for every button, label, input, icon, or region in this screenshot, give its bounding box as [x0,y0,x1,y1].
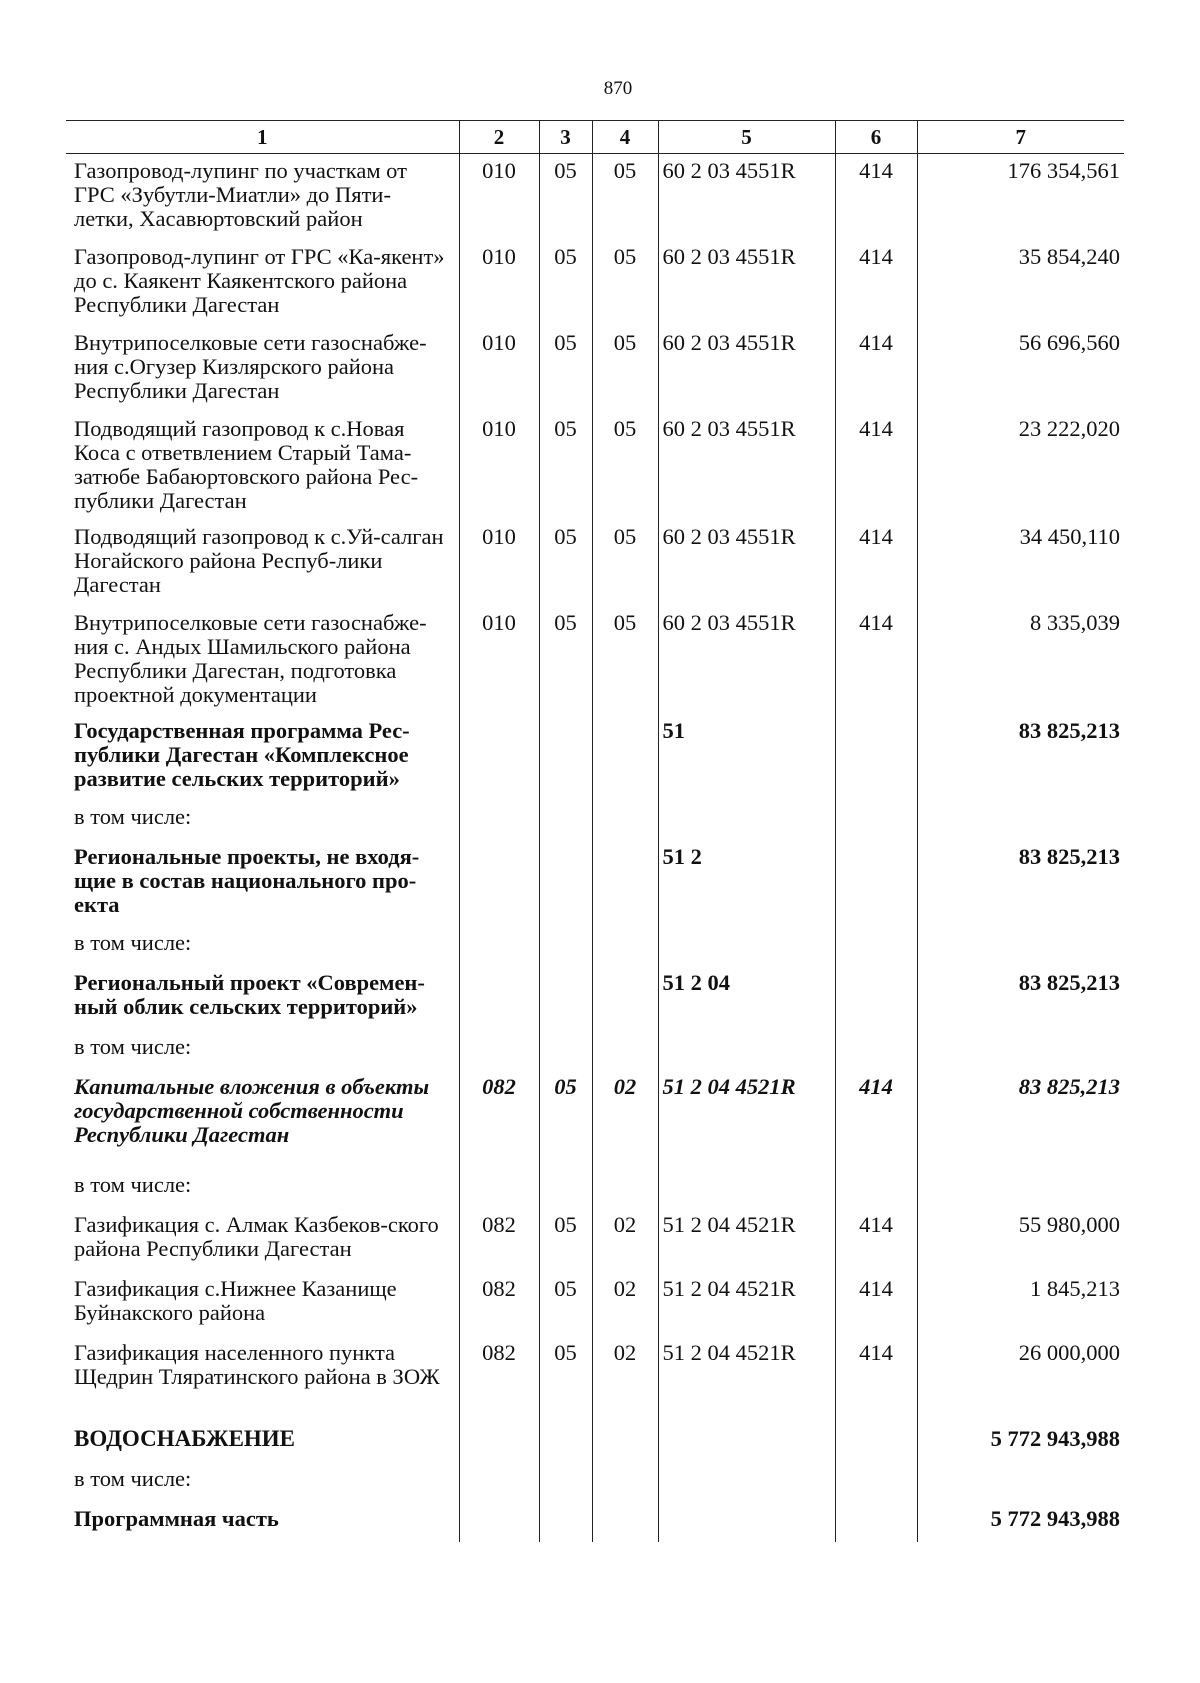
row-expense-type [835,800,917,840]
row-name: Региональные проекты, не входя-щие в состав национального про-екта [74,843,420,917]
row-name: в том числе: [74,1171,192,1197]
row-expense-type: 414 [835,1272,917,1336]
row-subsection-code [592,840,658,926]
row-subsection-code [592,926,658,966]
table-row [66,1272,1124,1336]
row-expense-type: 414 [835,1208,917,1272]
table-row [66,326,1124,412]
row-expense-type: 414 [835,520,917,606]
row-target-article: 51 2 04 4521R [658,1272,835,1336]
header-col-5: 5 [658,121,835,154]
budget-table [66,120,1124,1542]
row-name: Газификация с.Нижнее Казанище Буйнакского района [74,1275,397,1325]
row-grbs-code [459,966,539,1030]
row-subsection-code [592,800,658,840]
row-section-code: 05 [539,1208,592,1272]
row-grbs-code [459,1030,539,1070]
row-subsection-code: 02 [592,1208,658,1272]
row-target-article: 51 2 04 4521R [658,1336,835,1422]
table-body [66,154,1124,1542]
row-subsection-code: 05 [592,412,658,520]
row-name: Внутрипоселковые сети газоснабже-ния с.Огузер Кизлярского района Республики Дагестан [74,329,427,403]
row-expense-type [835,926,917,966]
row-subsection-code: 05 [592,326,658,412]
row-amount: 23 222,020 [917,412,1124,520]
row-section-code [539,840,592,926]
row-name: в том числе: [74,929,192,955]
header-col-1: 1 [66,121,459,154]
row-name: Региональный проект «Современ-ный облик сельских территорий» [74,969,425,1019]
row-grbs-code: 010 [459,606,539,714]
header-col-4: 4 [592,121,658,154]
row-grbs-code [459,1168,539,1208]
row-name: в том числе: [74,803,192,829]
header-col-3: 3 [539,121,592,154]
row-name: Капитальные вложения в объекты государственной собственности Республики Дагестан [74,1073,430,1147]
row-grbs-code: 010 [459,154,539,240]
row-subsection-code [592,1030,658,1070]
row-section-code [539,926,592,966]
row-amount: 5 772 943,988 [917,1422,1124,1462]
table-row [66,240,1124,326]
row-grbs-code: 082 [459,1208,539,1272]
row-subsection-code: 02 [592,1272,658,1336]
row-expense-type [835,840,917,926]
row-section-code: 05 [539,1272,592,1336]
row-target-article [658,800,835,840]
header-col-7: 7 [917,121,1124,154]
row-expense-type [835,714,917,800]
row-expense-type [835,1462,917,1502]
header-col-6: 6 [835,121,917,154]
row-subsection-code: 05 [592,520,658,606]
row-name: Газопровод-лупинг по участкам от ГРС «Зубутли-Миатли» до Пяти-летки, Хасавюртовский район [74,158,407,231]
row-expense-type: 414 [835,240,917,326]
row-target-article [658,1462,835,1502]
row-amount: 176 354,561 [917,154,1124,240]
row-section-code [539,1030,592,1070]
row-grbs-code [459,926,539,966]
row-section-code [539,714,592,800]
row-subsection-code: 05 [592,240,658,326]
row-section-code: 05 [539,240,592,326]
row-target-article: 51 2 04 [658,966,835,1030]
row-target-article: 60 2 03 4551R [658,412,835,520]
row-expense-type [835,966,917,1030]
row-subsection-code [592,714,658,800]
row-grbs-code: 010 [459,240,539,326]
row-name: Газопровод-лупинг от ГРС «Ка-якент» до с. Каякент Каякентского района Республики Дагестан [74,243,445,317]
row-name: Внутрипоселковые сети газоснабже-ния с. Андых Шамильского района Республики Дагестан, подготовка проектной документации [74,609,427,707]
row-target-article: 51 2 [658,840,835,926]
row-expense-type: 414 [835,606,917,714]
row-subsection-code [592,1462,658,1502]
table-row [66,800,1124,840]
table-row [66,1208,1124,1272]
row-target-article [658,1422,835,1462]
row-name: Газификация населенного пункта Щедрин Тляратинского района в ЗОЖ [74,1339,440,1389]
table-row [66,714,1124,800]
row-section-code: 05 [539,154,592,240]
row-target-article: 60 2 03 4551R [658,326,835,412]
row-target-article: 51 2 04 4521R [658,1208,835,1272]
row-amount: 26 000,000 [917,1336,1124,1422]
table-row [66,926,1124,966]
row-section-code: 05 [539,520,592,606]
row-section-code [539,1502,592,1542]
row-amount [917,926,1124,966]
row-amount: 55 980,000 [917,1208,1124,1272]
row-expense-type: 414 [835,326,917,412]
table-row [66,606,1124,714]
row-amount [917,1462,1124,1502]
table-row [66,154,1124,240]
row-section-code: 05 [539,1070,592,1168]
row-amount: 83 825,213 [917,966,1124,1030]
header-row [66,121,1124,154]
row-grbs-code [459,714,539,800]
row-section-code [539,1422,592,1462]
row-amount: 1 845,213 [917,1272,1124,1336]
table-row [66,1070,1124,1168]
table-row [66,1422,1124,1462]
row-grbs-code: 082 [459,1336,539,1422]
row-target-article [658,926,835,966]
row-amount: 8 335,039 [917,606,1124,714]
row-grbs-code [459,1462,539,1502]
row-subsection-code: 02 [592,1070,658,1168]
table-row [66,412,1124,520]
row-section-code: 05 [539,412,592,520]
row-amount [917,800,1124,840]
row-name: Подводящий газопровод к с.Уй-салган Ногайского района Респуб-лики Дагестан [74,523,444,597]
row-name: Программная часть [74,1505,279,1531]
row-name: ВОДОСНАБЖЕНИЕ [74,1425,296,1451]
row-expense-type [835,1168,917,1208]
row-section-code: 05 [539,1336,592,1422]
row-section-code [539,1462,592,1502]
table-row [66,1168,1124,1208]
row-target-article: 60 2 03 4551R [658,520,835,606]
row-subsection-code [592,1422,658,1462]
row-grbs-code [459,1422,539,1462]
row-target-article: 60 2 03 4551R [658,240,835,326]
page-number: 870 [603,78,633,99]
header-col-2: 2 [459,121,539,154]
row-target-article [658,1030,835,1070]
row-amount: 34 450,110 [917,520,1124,606]
row-section-code [539,1168,592,1208]
row-grbs-code: 010 [459,326,539,412]
row-name: Газификация с. Алмак Казбеков-ского района Республики Дагестан [74,1211,439,1261]
table-row [66,1502,1124,1542]
row-section-code [539,800,592,840]
table-row [66,1462,1124,1502]
row-grbs-code [459,1502,539,1542]
row-expense-type [835,1502,917,1542]
row-grbs-code: 010 [459,520,539,606]
row-section-code: 05 [539,326,592,412]
row-subsection-code [592,1168,658,1208]
row-subsection-code: 05 [592,154,658,240]
row-expense-type [835,1030,917,1070]
row-expense-type: 414 [835,1070,917,1168]
row-name: в том числе: [74,1033,192,1059]
row-expense-type: 414 [835,412,917,520]
row-target-article [658,1168,835,1208]
table-row [66,1030,1124,1070]
row-subsection-code: 02 [592,1336,658,1422]
table-row [66,1336,1124,1422]
row-target-article: 60 2 03 4551R [658,154,835,240]
row-subsection-code [592,1502,658,1542]
row-amount: 56 696,560 [917,326,1124,412]
row-amount [917,1030,1124,1070]
row-amount: 83 825,213 [917,840,1124,926]
row-name: в том числе: [74,1465,192,1491]
row-section-code [539,966,592,1030]
row-amount: 83 825,213 [917,714,1124,800]
row-expense-type [835,1422,917,1462]
row-amount [917,1168,1124,1208]
row-name: Государственная программа Рес-публики Дагестан «Комплексное развитие сельских территорий» [74,717,410,791]
row-target-article [658,1502,835,1542]
table-row [66,966,1124,1030]
row-grbs-code: 082 [459,1070,539,1168]
row-section-code: 05 [539,606,592,714]
table-row [66,840,1124,926]
row-expense-type: 414 [835,1336,917,1422]
row-name: Подводящий газопровод к с.Новая Коса с ответвлением Старый Тама-затюбе Бабаюртовского района Рес-публики Дагестан [74,415,419,513]
row-grbs-code: 010 [459,412,539,520]
row-amount: 83 825,213 [917,1070,1124,1168]
row-target-article: 51 [658,714,835,800]
row-grbs-code [459,800,539,840]
row-amount: 35 854,240 [917,240,1124,326]
row-target-article: 60 2 03 4551R [658,606,835,714]
row-grbs-code [459,840,539,926]
row-grbs-code: 082 [459,1272,539,1336]
row-subsection-code [592,966,658,1030]
row-amount: 5 772 943,988 [917,1502,1124,1542]
row-expense-type: 414 [835,154,917,240]
row-subsection-code: 05 [592,606,658,714]
table-row [66,520,1124,606]
row-target-article: 51 2 04 4521R [658,1070,835,1168]
